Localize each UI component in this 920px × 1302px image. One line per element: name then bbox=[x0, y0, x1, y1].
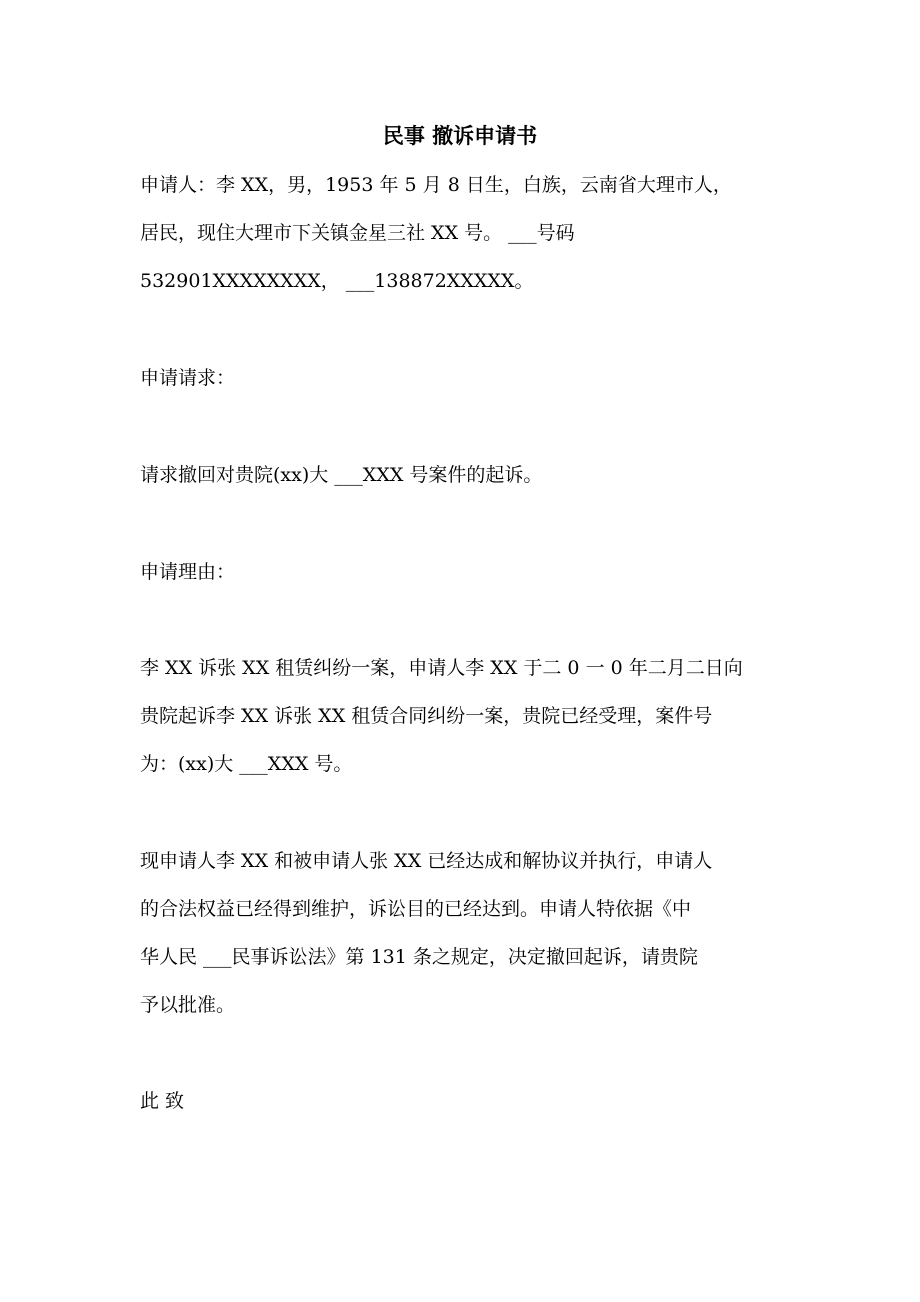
reason-para1-line-1: 李 XX 诉张 XX 租赁纠纷一案，申请人李 XX 于二 0 一 0 年二月二日向 bbox=[140, 657, 743, 679]
closing-text: 此 致 bbox=[140, 1090, 185, 1112]
reason-para1-line-2: 贵院起诉李 XX 诉张 XX 租赁合同纠纷一案，贵院已经受理，案件号 bbox=[140, 705, 713, 727]
document-title: 民事 撤诉申请书 bbox=[382, 123, 538, 148]
reason-heading: 申请理由： bbox=[140, 561, 236, 583]
request-text: 请求撤回对贵院(xx)大 ___XXX 号案件的起诉。 bbox=[140, 464, 543, 486]
reason-para1-line-3: 为：(xx)大 ___XXX 号。 bbox=[140, 753, 353, 775]
applicant-line-3: 532901XXXXXXXX， ___138872XXXXX。 bbox=[140, 270, 534, 292]
applicant-line-2: 居民，现住大理市下关镇金星三社 XX 号。 ___号码 bbox=[140, 222, 575, 244]
reason-para2-line-3: 华人民 ___民事诉讼法》第 131 条之规定，决定撤回起诉，请贵院 bbox=[140, 946, 698, 968]
reason-para2-line-1: 现申请人李 XX 和被申请人张 XX 已经达成和解协议并执行，申请人 bbox=[140, 850, 713, 872]
reason-para2-line-4: 予以批准。 bbox=[140, 994, 236, 1016]
request-heading: 申请请求： bbox=[140, 367, 236, 389]
reason-para2-line-2: 的合法权益已经得到维护，诉讼目的已经达到。申请人特依据《中 bbox=[140, 898, 692, 920]
applicant-line-1: 申请人：李 XX，男，1953 年 5 月 8 日生，白族，云南省大理市人， bbox=[140, 174, 732, 196]
